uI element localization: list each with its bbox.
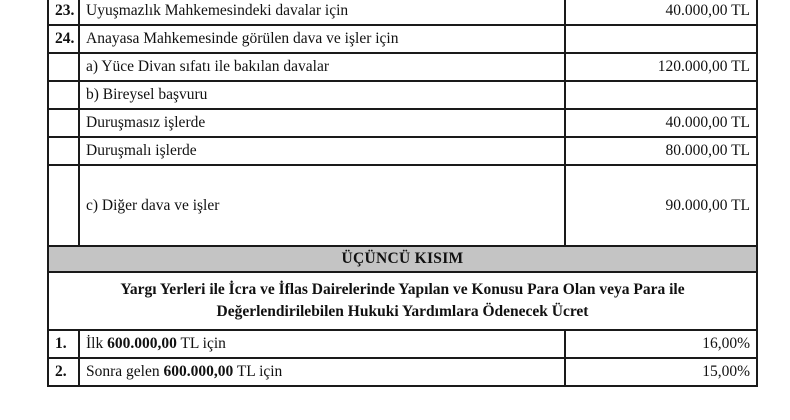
- table-row: [48, 25, 757, 53]
- fee-table: [47, 0, 758, 387]
- description-prefix: Sonra gelen: [86, 363, 164, 380]
- item-number: 23.: [48, 0, 79, 25]
- item-description: Uyuşmazlık Mahkemesindeki davalar için: [79, 0, 565, 25]
- item-number: [48, 81, 79, 109]
- item-description: Duruşmasız işlerde: [79, 109, 565, 137]
- item-number: [48, 53, 79, 81]
- item-number: 24.: [48, 25, 79, 53]
- section-subtitle-line-1: Yargı Yerleri ile İcra ve İflas Dairelerinde Yapılan ve Konusu Para Olan veya Para ile: [120, 281, 685, 298]
- item-rate: 15,00%: [565, 358, 757, 386]
- item-description: b) Bireysel başvuru: [79, 81, 565, 109]
- item-amount: 40.000,00 TL: [565, 109, 757, 137]
- table-row: [48, 330, 757, 358]
- description-suffix: TL için: [176, 335, 226, 352]
- item-amount: [565, 25, 757, 53]
- description-amount: 600.000,00: [163, 363, 234, 380]
- item-description: Duruşmalı işlerde: [79, 137, 565, 165]
- table-row: [48, 0, 757, 25]
- table-row: [48, 358, 757, 386]
- description-prefix: İlk: [86, 335, 108, 352]
- item-number: [48, 165, 79, 246]
- item-amount: 40.000,00 TL: [565, 0, 757, 25]
- description-amount: 600.000,00: [107, 335, 177, 352]
- item-description: [79, 358, 565, 386]
- table-row: [48, 137, 757, 165]
- item-description: [79, 330, 565, 358]
- table-row: [48, 53, 757, 81]
- description-suffix: TL için: [233, 363, 283, 380]
- item-amount: 80.000,00 TL: [565, 137, 757, 165]
- table-row: [48, 81, 757, 109]
- item-number: [48, 137, 79, 165]
- table-row: [48, 109, 757, 137]
- item-amount: 120.000,00 TL: [565, 53, 757, 81]
- table-row: [48, 165, 757, 246]
- section-heading: ÜÇÜNCÜ KISIM: [48, 246, 757, 272]
- section-header-row: [48, 246, 757, 272]
- section-subtitle-row: [48, 272, 757, 330]
- item-number: 1.: [48, 330, 79, 358]
- section-subtitle-line-2: Değerlendirilebilen Hukuki Yardımlara Ödenecek Ücret: [216, 303, 589, 320]
- section-subtitle: [48, 272, 757, 330]
- item-amount: 90.000,00 TL: [565, 165, 757, 246]
- item-description: a) Yüce Divan sıfatı ile bakılan davalar: [79, 53, 565, 81]
- item-number: 2.: [48, 358, 79, 386]
- item-number: [48, 109, 79, 137]
- item-description: Anayasa Mahkemesinde görülen dava ve işler için: [79, 25, 565, 53]
- item-rate: 16,00%: [565, 330, 757, 358]
- item-amount: [565, 81, 757, 109]
- item-description: c) Diğer dava ve işler: [79, 165, 565, 246]
